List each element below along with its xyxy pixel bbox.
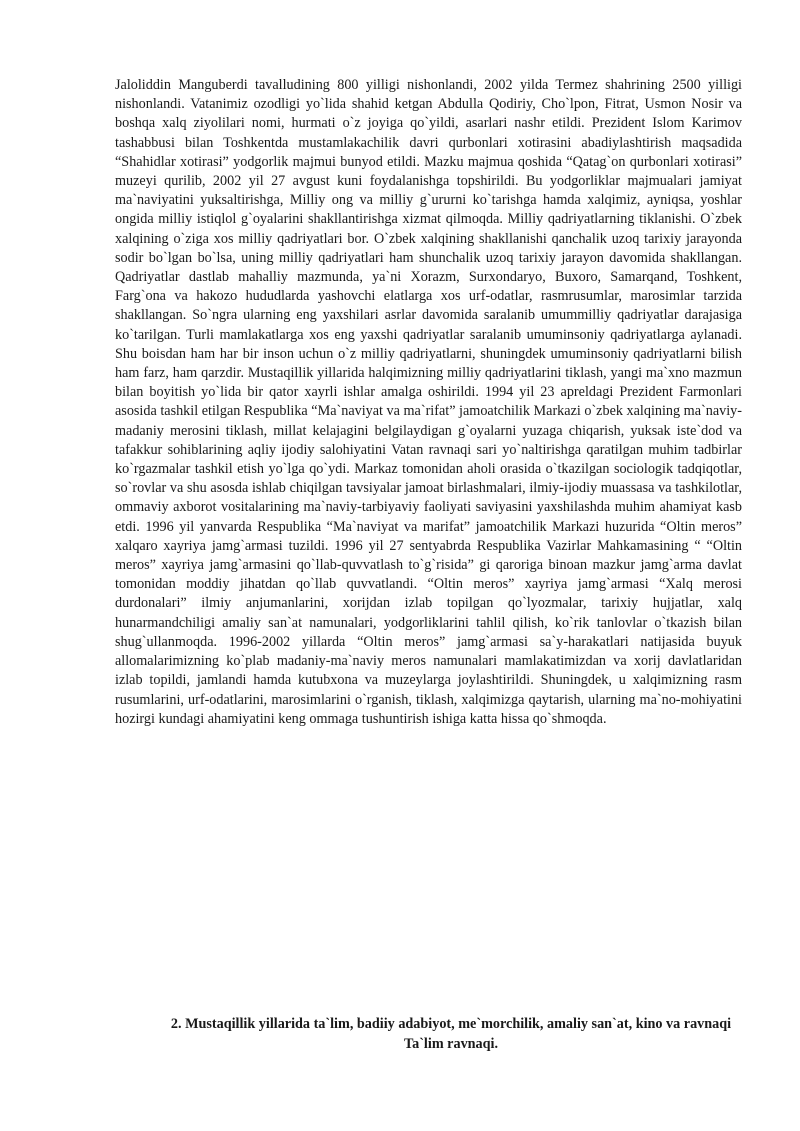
body-paragraph: Jaloliddin Manguberdi tavalludining 800 yilligi nishonlandi, 2002 yilda Termez shahrining 2500 yilligi nishonlandi. Vatanimiz ozodligi yo`lida shahid ketgan Abdulla Qodiriy, Cho`lpon, Fitrat, Usmon Nosir va boshqa xalq ziyolilari nomi, hurmati o`z joyiga qo`yildi, asarlari nashr etildi. Prezident Islom Karimov tashabbusi bilan Toshkentda mustamlakachilik davri qurbonlari xotirasini abadiylashtirish maqsadida “Shahidlar xotirasi” yodgorlik majmui bunyod etildi. Mazku majmua qoshida “Qatag`on qurbonlari xotirasi” muzeyi qurilib, 2002 yil 27 avgust kuni foydalanishga topshirildi. Bu yodgorliklar majmualari jamiyat ma`naviyatini yuksaltirishga, Milliy ong va milliy g`ururni ko`tarishga hamda xalqimiz, ayniqsa, yoshlar ongida milliy istiqlol g`oyalarini shakllantirishga xizmat qilmoqda. Milliy qadriyatlarning tiklanishi. O`zbek xalqining o`ziga xos milliy qadriyatlari bor. O`zbek xalqining shakllanishi qanchalik uzoq tarixiy jarayonda sodir bo`lgan bo`lsa, uning milliy qadriyatlari ham shunchalik uzoq tarixiy jarayon davomida shakllangan. Qadriyatlar dastlab mahalliy mazmunda, ya`ni Xorazm, Surxondaryo, Buxoro, Samarqand, Toshkent, Farg`ona va hakozo hududlarda yashovchi elatlarga xos urf-odatlar, rasmrusumlar, marosimlar tarzida shakllangan. So`ngra ularning eng yaxshilari asrlar davomida saralanib umummilliy qadriyatlar darajasiga ko`tarilgan. Turli mamlakatlarga xos eng yaxshi qadriyatlar saralanib umuminsoniy qadriyatlarga aylanadi. Shu boisdan ham har bir inson uchun o`z milliy qadriyatlarni, shuningdek umuminsoniy qadriyatlarni bilish ham farz, ham qarzdir. Mustaqillik yillarida halqimizning milliy qadriyatlarini tiklash, yangi ma`xno mazmun bilan boyitish yo`lida bir qator xayrli ishlar amalga oshirildi. 1994 yil 23 apreldagi Prezident Farmonlari asosida tashkil etilgan Respublika “Ma`naviyat va ma`rifat” jamoatchilik Markazi o`zbek xalqining ma`naviy-madaniy merosini tiklash, millat kelajagini belgilaydigan g`oyalarni yuzaga chiqarish, yuksak iste`dod va tafakkur sohiblarining aqliy ijodiy salohiyatini Vatan ravnaqi sari yo`naltirishga qaratilgan muhim tadbirlar ko`rgazmalar tashkil etish yo`lga qo`ydi. Markaz tomonidan aholi orasida o`tkazilgan sociologik tadqiqotlar, so`rovlar va shu asosda ishlab chiqilgan tavsiyalar jamoat birlashmalari, ilmiy-ijodiy muassasa va tashkilotlar, ommaviy axborot vositalarining ma`naviy-tarbiyaviy faoliyati saviyasini yaxshilashda muhim ahamiyat kasb etdi. 1996 yil yanvarda Respublika “Ma`naviyat va marifat” jamoatchilik Markazi huzurida “Oltin meros” xalqaro xayriya jamg`armasi tuzildi. 1996 yil 27 sentyabrda Respublika Vazirlar Mahkamasining “ “Oltin meros” xayriya jamg`armasini qo`llab-quvvatlash to`g`risida” gi qaroriga binoan mazkur jamg`arma davlat tomonidan moddiy jihatdan qo`llab quvvatlandi. “Oltin meros” xayriya jamg`armasi “Xalq merosi durdonalari” ilmiy anjumanlarini, xorijdan izlab topilgan qo`lyozmalar, tarixiy hujjatlar, xalq hunarmandchiligi amaliy san`at namunalari, yodgorliklarini tahlil qilish, ko`rik tanlovlar o`tkazish bilan shug`ullanmoqda. 1996-2002 yillarda “Oltin meros” jamg`armasi sa`y-harakatlari natijasida buyuk allomalarimizning ko`plab madaniy-ma`naviy meros namunalari mamlakatimizdan va xorij davlatlaridan izlab topildi, jamlandi hamda kutubxona va muzeylarga joylashtirildi. Shuningdek, u xalqimizning rasm rusumlarini, urf-odatlarini, marosimlarini o`rganish, tiklash, xalqimizga qaytarish, ularning ma`no-mohiyatini hozirgi kundagi ahamiyatini keng ommaga tushuntirish ishiga katta hissa qo`shmoqda.: [115, 77, 742, 727]
section-heading: 2. Mustaqillik yillarida ta`lim, badiiy adabiyot, me`morchilik, amaliy san`at, kino va ravnaqi Ta`lim ravnaqi.: [170, 1016, 732, 1052]
